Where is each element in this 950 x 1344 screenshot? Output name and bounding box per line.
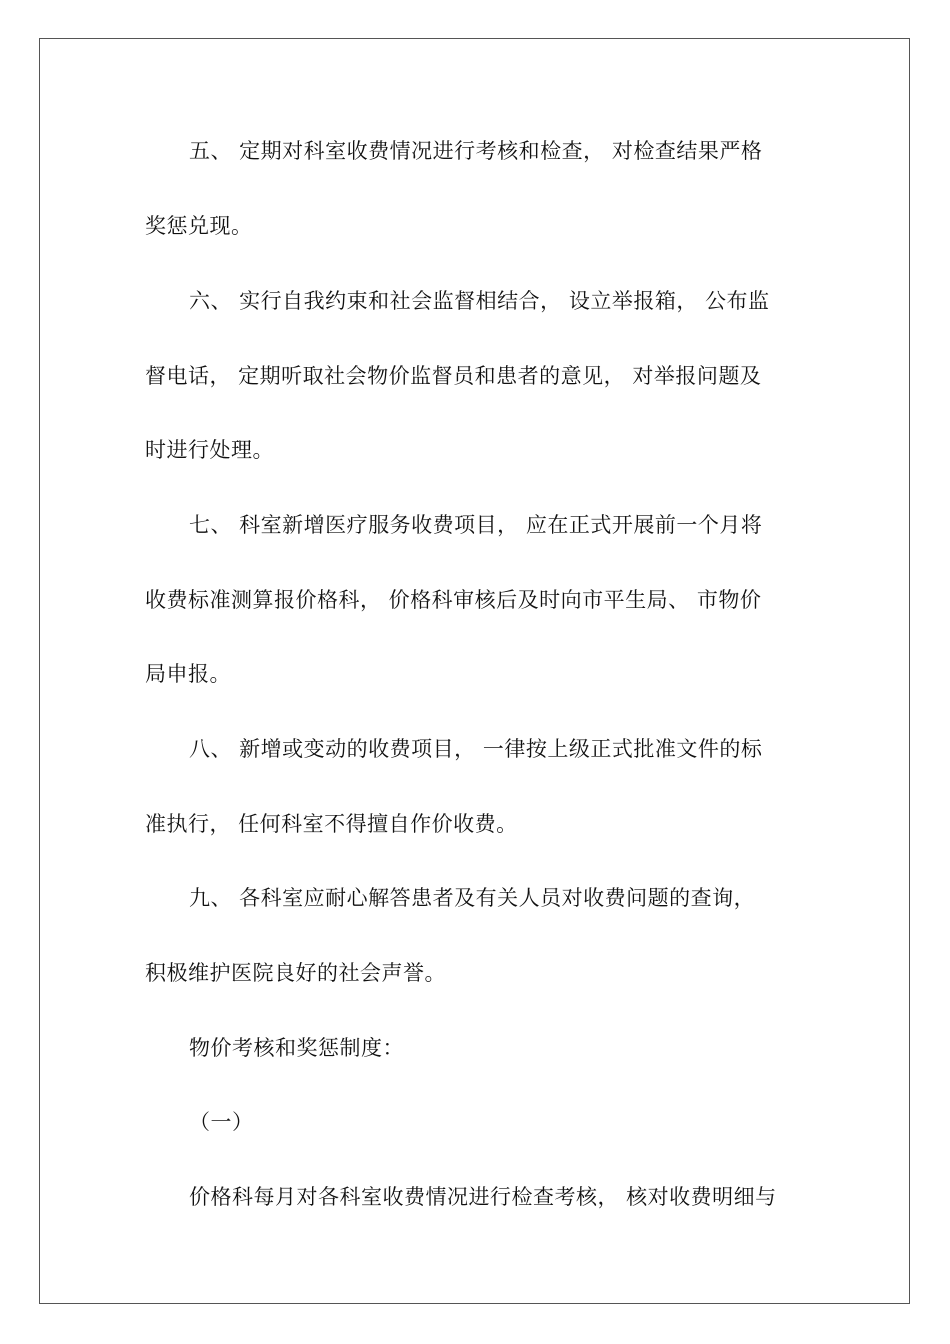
- paragraph-6-line-2: 督电话， 定期听取社会物价监督员和患者的意见， 对举报问题及: [145, 364, 762, 388]
- paragraph-9-line-1: 九、 各科室应耐心解答患者及有关人员对收费问题的查询，: [189, 886, 756, 910]
- paragraph-6-line-3: 时进行处理。: [145, 438, 274, 462]
- subsection-number: （一）: [189, 1110, 254, 1134]
- paragraph-8-line-2: 准执行， 任何科室不得擅自作价收费。: [145, 812, 518, 836]
- paragraph-9-line-2: 积极维护医院良好的社会声誉。: [145, 961, 446, 985]
- paragraph-7-line-1: 七、 科室新增医疗服务收费项目， 应在正式开展前一个月将: [189, 513, 763, 537]
- paragraph-5-line-1: 五、 定期对科室收费情况进行考核和检查， 对检查结果严格: [189, 139, 763, 163]
- paragraph-8-line-1: 八、 新增或变动的收费项目， 一律按上级正式批准文件的标: [189, 737, 763, 761]
- paragraph-6-line-1: 六、 实行自我约束和社会监督相结合， 设立举报箱， 公布监: [189, 289, 770, 313]
- paragraph-7-line-3: 局申报。: [145, 662, 231, 686]
- paragraph-7-line-2: 收费标准测算报价格科， 价格科审核后及时向市平生局、 市物价: [145, 588, 762, 612]
- subsection-paragraph-line-1: 价格科每月对各科室收费情况进行检查考核， 核对收费明细与: [189, 1185, 777, 1209]
- paragraph-5-line-2: 奖惩兑现。: [145, 214, 253, 238]
- section-heading: 物价考核和奖惩制度：: [189, 1036, 404, 1060]
